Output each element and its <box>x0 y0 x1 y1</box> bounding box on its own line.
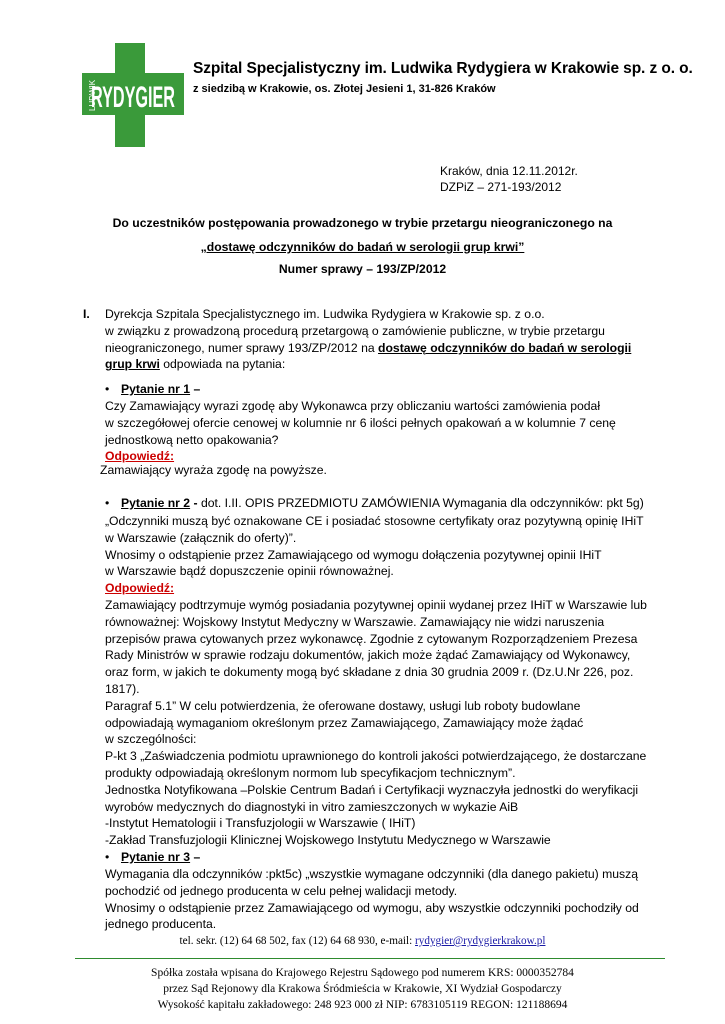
hospital-logo <box>82 43 184 147</box>
subject-line-1: Do uczestników postępowania prowadzonego w trybie przetargu nieograniczonego na <box>112 216 613 230</box>
bullet-icon: • <box>105 382 110 396</box>
text-line: jednostkową netto opakowania? <box>105 432 279 447</box>
contact-line: tel. sekr. (12) 64 68 502, fax (12) 64 68 930, e-mail: rydygier@rydygierkrakow.pl <box>179 935 546 947</box>
text-line: Rady Ministrów w sprawie rodzaju dokumentów, jakich może żądać Zamawiający od Wykonawcy, <box>105 648 631 663</box>
court-line: przez Sąd Rejonowy dla Krakowa Śródmieścia w Krakowie, XI Wydział Gospodarczy <box>163 983 562 995</box>
question-3-heading: • Pytanie nr 3 – <box>105 850 201 864</box>
intro-line: Dyrekcja Szpitala Specjalistycznego im. Ludwika Rydygiera w Krakowie sp. z o.o. <box>105 307 545 321</box>
text-line: odpowiadają wymaganiom określonym przez Zamawiającego, Zamawiający może żądać <box>105 715 584 730</box>
text-line: w Warszawie (załącznik do oferty)”. <box>105 530 297 545</box>
text-line: -Zakład Transfuzjologii Klinicznej Wojskowego Instytutu Medycznego w Warszawie <box>105 833 551 848</box>
svg-text:RYDYGIER: RYDYGIER <box>91 81 176 114</box>
hospital-name: Szpital Specjalistyczny im. Ludwika Rydygiera w Krakowie sp. z o. o. <box>193 60 693 77</box>
case-number: Numer sprawy – 193/ZP/2012 <box>278 262 447 276</box>
text-line: oraz form, w jakich te dokumenty mogą być składane z dnia 30 grudnia 2009 r. (Dz.U.Nr 226, poz. <box>105 665 634 680</box>
text-line: Zamawiający podtrzymuje wymóg posiadania pozytywnej opinii wydanej przez IHiT w Warszawie lub <box>105 597 647 612</box>
answer-1: Zamawiający wyraża zgodę na powyższe. <box>100 463 327 477</box>
text-line: pochodzić od jednego producenta w celu pełnej walidacji metody. <box>105 883 458 898</box>
registration-line: Spółka została wpisana do Krajowego Rejestru Sądowego pod numerem KRS: 0000352784 <box>151 967 574 979</box>
company-registration <box>0 965 725 1013</box>
email-link[interactable]: rydygier@rydygierkrakow.pl <box>415 935 546 947</box>
cross-logo-icon <box>82 43 184 147</box>
question-1-body <box>105 398 645 465</box>
section-numeral: I. <box>83 307 90 321</box>
text-line: jednego producenta. <box>105 917 217 932</box>
text-line: produkty odpowiadają określonym normom lub specyfikacjom technicznym”. <box>105 765 516 780</box>
answer-label: Odpowiedź: <box>105 581 175 596</box>
text-line: 1817). <box>105 681 140 696</box>
text-line: Wymagania dla odczynników :pkt5c) „wszystkie wymagane odczynniki (dla danego pakietu) muszą <box>105 867 639 881</box>
text-line: w szczegółowej ofercie cenowej w kolumnie nr 6 ilości pełnych opakowań a w kolumnie 7 cenę <box>105 415 616 430</box>
text-line: P-kt 3 „Zaświadczenia podmiotu uprawnionego do kontroli jakości potwierdzającego, że dostarczane <box>105 749 647 764</box>
footer-divider <box>75 958 665 959</box>
date-block <box>440 163 578 195</box>
question-3-body <box>105 866 645 933</box>
question-1-heading: • Pytanie nr 1 – <box>105 382 201 396</box>
text-line: w Warszawie bądź dopuszczenie opinii równoważnej. <box>105 564 394 579</box>
place-date: Kraków, dnia 12.11.2012r. <box>440 164 578 178</box>
question-2-body <box>105 513 645 849</box>
bullet-icon: • <box>105 850 110 864</box>
svg-text:LUDWIK: LUDWIK <box>88 79 97 111</box>
question-2-heading: • Pytanie nr 2 - dot. I.II. OPIS PRZEDMIOTU ZAMÓWIENIA Wymagania dla odczynników: pkt 5g) <box>105 496 644 510</box>
text-line: w szczególności: <box>105 732 197 747</box>
text-line: przepisów prawa cytowanych przez wykonawcę. Zgodnie z cytowanym Rozporządzeniem Prezesa <box>105 631 638 646</box>
text-line: -Instytut Hematologii i Transfuzjologii w Warszawie ( IHiT) <box>105 816 416 831</box>
hospital-address: z siedzibą w Krakowie, os. Złotej Jesieni 1, 31-826 Kraków <box>193 83 496 95</box>
bullet-icon: • <box>105 496 110 510</box>
capital-line: Wysokość kapitału zakładowego: 248 923 000 zł NIP: 6783105119 REGON: 121188694 <box>157 999 568 1011</box>
intro-line: grup krwi odpowiada na pytania: <box>105 357 286 372</box>
intro-paragraph <box>105 306 645 373</box>
text-line: Wnosimy o odstąpienie przez Zamawiającego od wymogu, aby wszystkie odczynniki pochodziły od <box>105 900 639 915</box>
subject-line-2 <box>0 240 725 254</box>
text-line: Wnosimy o odstąpienie przez Zamawiającego od wymogu dołączenia pozytywnej opinii IHiT <box>105 547 602 562</box>
text-line: Czy Zamawiający wyrazi zgodę aby Wykonawca przy obliczaniu wartości zamówienia podał <box>105 399 601 413</box>
answer-label: Odpowiedź: <box>105 449 175 464</box>
intro-line: w związku z prowadzoną procedurą przetargową o zamówienie publiczne, w trybie przetargu <box>105 323 605 338</box>
subject-title: „dostawę odczynników do badań w serologii grup krwi” <box>200 240 525 254</box>
intro-line: nieograniczonego, numer sprawy 193/ZP/2012 na dostawę odczynników do badań w serologii <box>105 340 632 355</box>
text-line: „Odczynniki muszą być oznakowane CE i posiadać stosowne certyfikaty oraz pozytywną opinię IHiT <box>105 514 644 528</box>
text-line: równoważnej: Wojskowy Instytut Medyczny w Warszawie. Zamawiający nie widzi naruszenia <box>105 614 605 629</box>
text-line: Jednostka Notyfikowana –Polskie Centrum Badań i Certyfikacji wyznaczyła jednostki do weryfikacji <box>105 782 639 797</box>
text-line: Paragraf 5.1” W celu potwierdzenia, że oferowane dostawy, usługi lub roboty budowlane <box>105 698 581 713</box>
text-line: wyrobów medycznych do diagnostyki in vitro zamieszczonych w wykazie AiB <box>105 799 519 814</box>
reference-number: DZPiZ – 271-193/2012 <box>440 180 562 194</box>
